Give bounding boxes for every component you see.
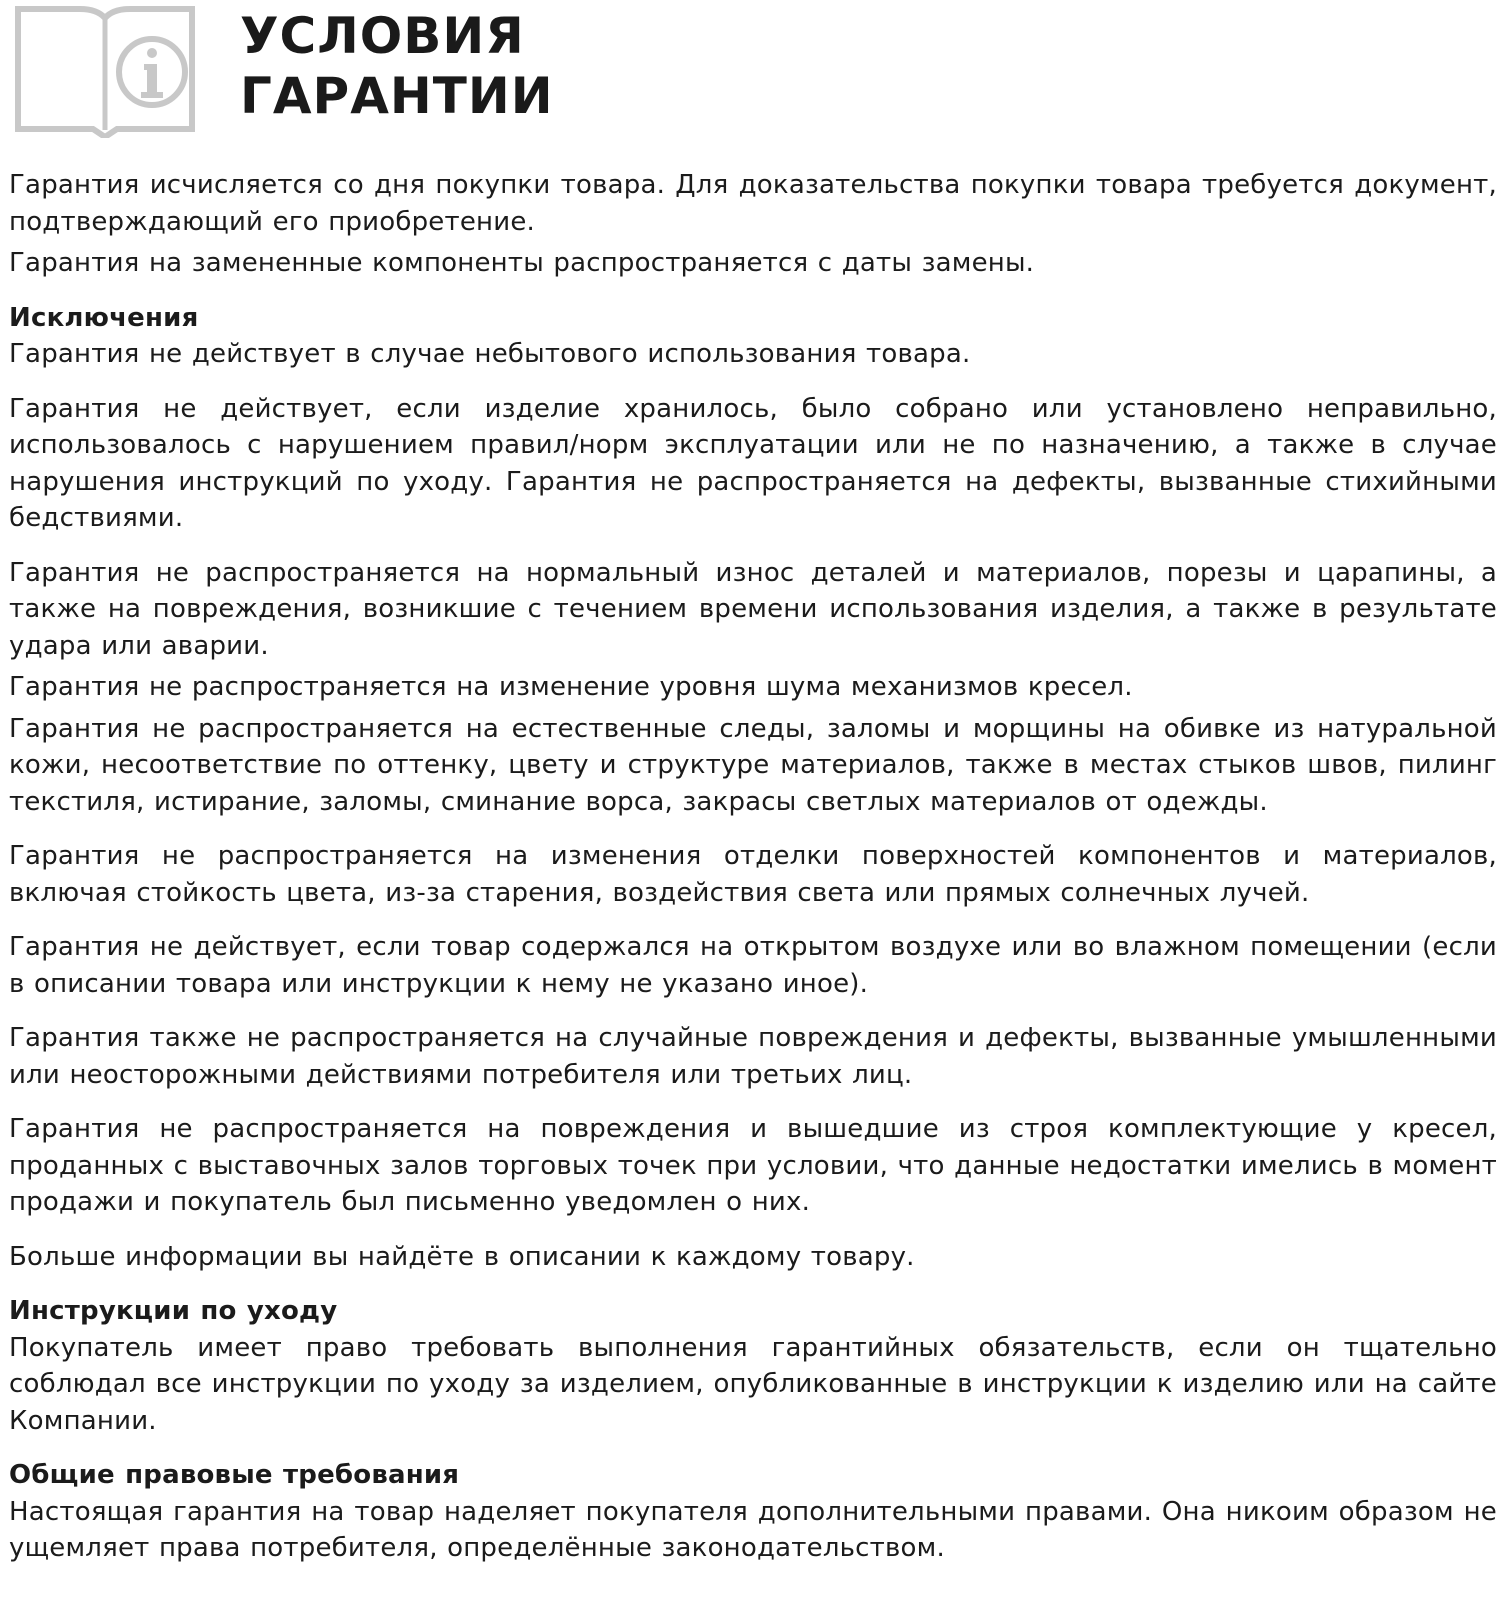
page-header — [0, 0, 1504, 150]
exclusions-paragraph-1: Гарантия не действует в случае небытового использования товара. — [9, 339, 971, 369]
intro-paragraph-2: Гарантия на замененные компоненты распространяется с даты замены. — [9, 248, 1035, 278]
care-heading: Инструкции по уходу — [9, 1296, 338, 1326]
exclusions-paragraph-8: Гарантия также не распространяется на случайные повреждения и дефекты, вызванные умышленными или неосторожными действиями потребителя или третьих лиц. — [9, 1023, 1497, 1090]
exclusions-paragraph-7: Гарантия не действует, если товар содержался на открытом воздухе или во влажном помещении (если в описании товара или инструкции к нему не указано иное). — [9, 932, 1497, 999]
exclusions-heading: Исключения — [9, 302, 199, 333]
book-info-icon — [14, 6, 196, 138]
exclusions-paragraph-9: Гарантия не распространяется на повреждения и вышедшие из строя комплектующие у кресел, проданных с выставочных залов торговых точек при условии, что данные недостатки имелись в момент продажи и покупатель был письменно уведомлен о них. — [9, 1114, 1497, 1217]
legal-paragraph-1: Настоящая гарантия на товар наделяет покупателя дополнительными правами. Она никоим образом не ущемляет права потребителя, определённые законодательством. — [9, 1496, 1497, 1563]
exclusions-paragraph-6: Гарантия не распространяется на изменения отделки поверхностей компонентов и материалов, включая стойкость цвета, из-за старения, воздействия света или прямых солнечных лучей. — [9, 841, 1497, 908]
title-line-2: ГАРАНТИИ — [240, 67, 554, 125]
legal-heading: Общие правовые требования — [9, 1460, 460, 1490]
page-title — [240, 6, 554, 126]
exclusions-paragraph-2: Гарантия не действует, если изделие хранилось, было собрано или установлено неправильно, использовалось с нарушением правил/норм эксплуатации или не по назначению, а также в случае нарушения инструкций по уходу. Гарантия не распространяется на дефекты, вызванные стихийными бедствиями. — [9, 393, 1497, 533]
exclusions-paragraph-4: Гарантия не распространяется на изменение уровня шума механизмов кресел. — [9, 672, 1133, 702]
document-body — [9, 167, 1497, 1567]
exclusions-paragraph-5: Гарантия не распространяется на естественные следы, заломы и морщины на обивке из натуральной кожи, несоответствие по оттенку, цвету и структуре материалов, также в местах стыков швов, пилинг текстиля, истирание, заломы, сминание ворса, закрасы светлых материалов от одежды. — [9, 713, 1497, 817]
intro-paragraph-1: Гарантия исчисляется со дня покупки товара. Для доказательства покупки товара требуется документ, подтверждающий его приобретение. — [9, 170, 1497, 237]
title-line-1: УСЛОВИЯ — [240, 7, 525, 65]
exclusions-paragraph-3: Гарантия не распространяется на нормальный износ деталей и материалов, порезы и царапины, а также на повреждения, возникшие с течением времени использования изделия, а также в результате удара или аварии. — [9, 557, 1497, 661]
exclusions-paragraph-10: Больше информации вы найдёте в описании к каждому товару. — [9, 1241, 915, 1272]
care-paragraph-1: Покупатель имеет право требовать выполнения гарантийных обязательств, если он тщательно соблюдал все инструкции по уходу за изделием, опубликованные в инструкции к изделию или на сайте Компании. — [9, 1332, 1497, 1436]
